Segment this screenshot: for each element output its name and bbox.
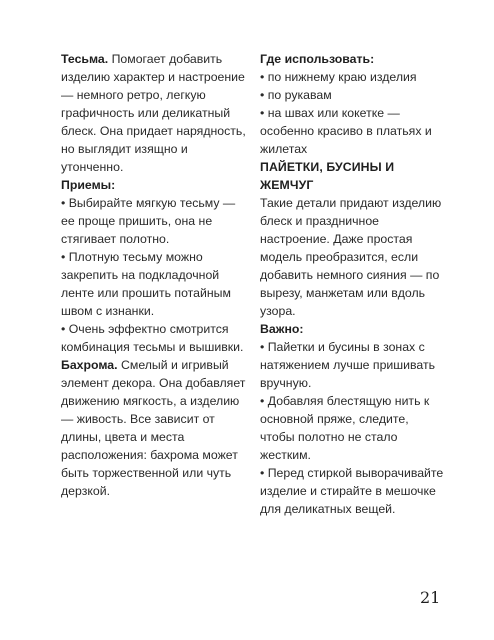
important-item-1: • Пайетки и бусины в зонах с натяжением лучше пришивать вручную. <box>260 340 436 390</box>
priemy-item-3: • Очень эффектно смотрится комбинация тесьмы и вышивки. <box>61 322 244 354</box>
priemy-item-2: • Плотную тесьму можно закрепить на подкладочной ленте или прошить потайным швом с изнанки. <box>61 250 231 318</box>
important-heading: Важно: <box>260 322 304 336</box>
tesma-paragraph <box>61 50 247 176</box>
right-column <box>260 50 445 518</box>
priemy-item-1: • Выбирайте мягкую тесьму — ее проще пришить, она не стягивает полотно. <box>61 196 236 246</box>
use-item-2: • по рукавам <box>260 88 332 102</box>
bahroma-paragraph <box>61 356 247 500</box>
important-item-2: • Добавляя блестящую нить к основной пряже, следите, чтобы полотно не стало жестким. <box>260 394 430 462</box>
tesma-title: Тесьма. <box>61 52 109 66</box>
section-title: ПАЙЕТКИ, БУСИНЫ И ЖЕМЧУГ <box>260 160 395 192</box>
important-item-3: • Перед стиркой выворачивайте изделие и стирайте в мешочке для деликатных вещей. <box>260 466 444 516</box>
left-column <box>61 50 247 500</box>
tesma-text: Помогает добавить изделию характер и настроение — немного ретро, легкую графичность или деликатный блеск. Она придает нарядность, но выглядит изящно и утонченно. <box>61 52 246 174</box>
use-heading: Где использовать: <box>260 52 375 66</box>
page-number: 21 <box>420 588 441 607</box>
use-item-3: • на швах или кокетке — особенно красиво в платьях и жилетах <box>260 106 432 156</box>
bahroma-text: Смелый и игривый элемент декора. Она добавляет движению мягкость, а изделию — живость. Все зависит от длины, цвета и места расположения: бахрома может быть торжественной или чуть дерзкой. <box>61 358 246 498</box>
bahroma-title: Бахрома. <box>61 358 118 372</box>
use-item-1: • по нижнему краю изделия <box>260 70 417 84</box>
priemy-heading: Приемы: <box>61 178 116 192</box>
section-text: Такие детали придают изделию блеск и праздничное настроение. Даже простая модель преобразится, если добавить немного сияния — по вырезу, манжетам или вдоль узора. <box>260 196 442 318</box>
